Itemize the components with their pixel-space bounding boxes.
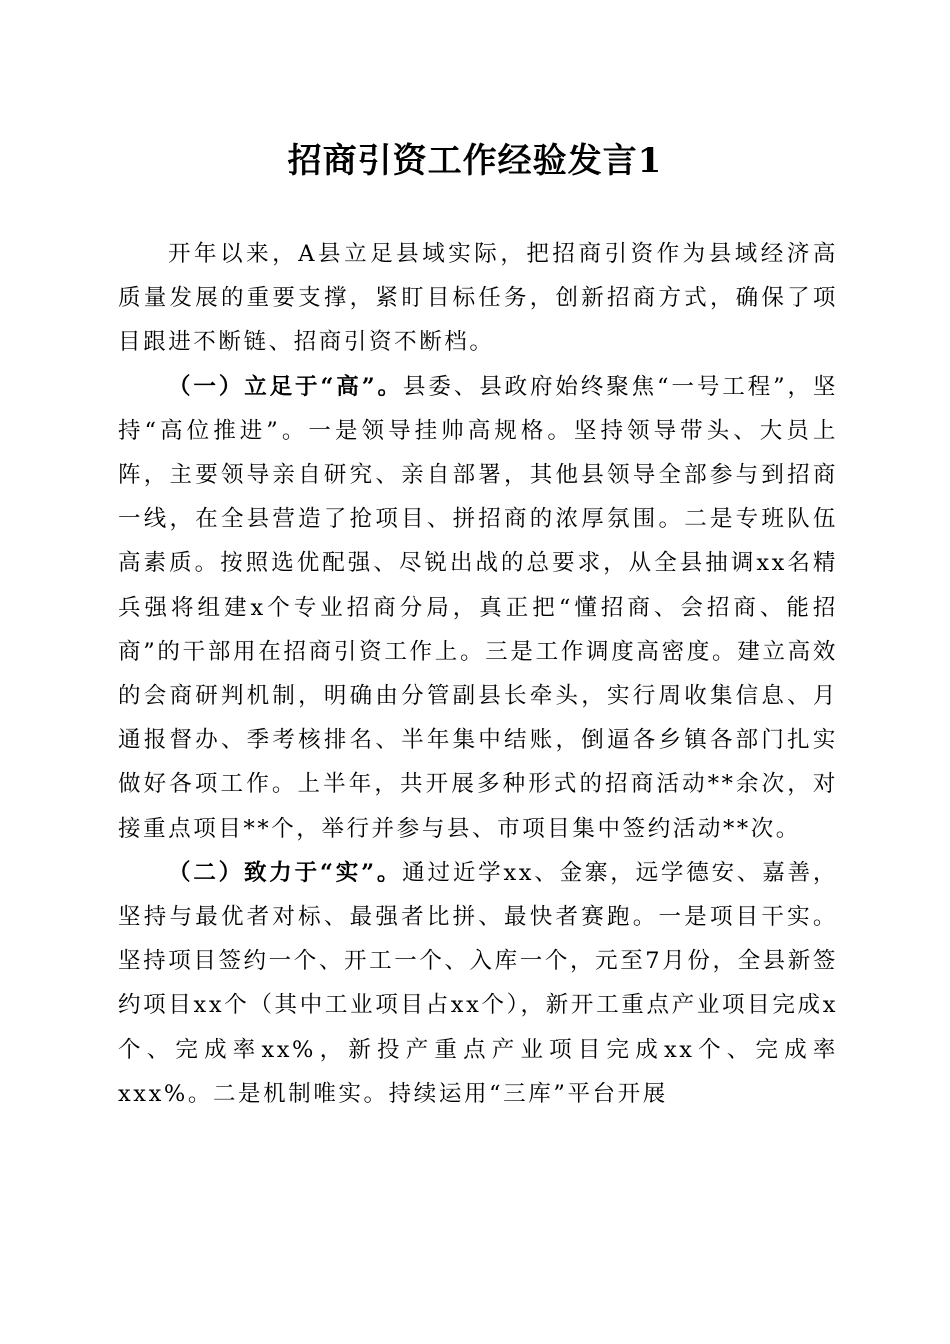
paragraph-lead: （一）立足于“高”。: [168, 373, 403, 400]
section-one-paragraph: [118, 365, 838, 851]
intro-paragraph: [118, 232, 838, 365]
paragraph-text: 县委、县政府始终聚焦“一号工程”，坚持“高位推进”。一是领导挂帅高规格。坚持领导带头、大员上阵，主要领导亲自研究、亲自部署，其他县领导全部参与到招商一线，在全县营造了抢项目、拼招商的浓厚氛围。二是专班队伍高素质。按照选优配强、尽锐出战的总要求，从全县抽调xx名精兵强将组建x个专业招商分局，真正把“懂招商、会招商、能招商”的干部用在招商引资工作上。三是工作调度高密度。建立高效的会商研判机制，明确由分管副县长牵头，实行周收集信息、月通报督办、季考核排名、半年集中结账，倒逼各乡镇各部门扎实做好各项工作。上半年，共开展多种形式的招商活动**余次，对接重点项目**个，举行并参与县、市项目集中签约活动**次。: [118, 373, 838, 842]
paragraph-lead: （二）致力于“实”。: [168, 859, 403, 886]
document-title: 招商引资工作经验发言1: [287, 141, 663, 181]
document-body: [118, 232, 838, 1116]
paragraph-text: 通过近学xx、金寨，远学德安、嘉善，坚持与最优者对标、最强者比拼、最快者赛跑。一是项目干实。坚持项目签约一个、开工一个、入库一个，元至7月份，全县新签约项目xx个（其中工业项目占xx个），新开工重点产业项目完成x个、完成率xx%，新投产重点产业项目完成xx个、完成率xxx%。二是机制唯实。持续运用“三库”平台开展: [118, 859, 838, 1107]
paragraph-text: 开年以来，A县立足县域实际，把招商引资作为县域经济高质量发展的重要支撑，紧盯目标任务，创新招商方式，确保了项目跟进不断链、招商引资不断档。: [118, 241, 838, 356]
section-two-paragraph: [118, 851, 838, 1116]
